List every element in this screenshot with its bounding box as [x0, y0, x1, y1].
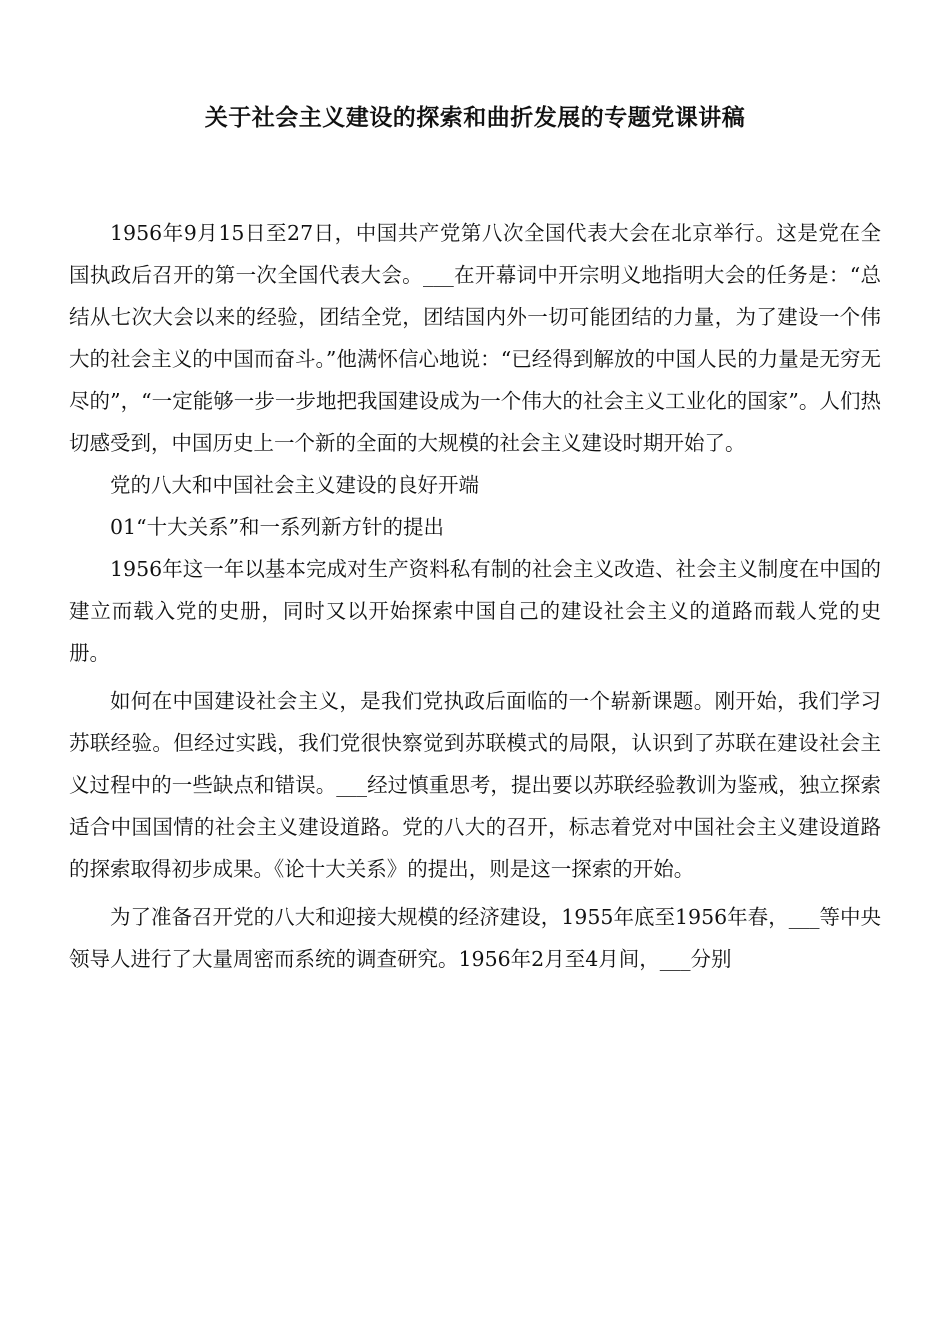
subsection-heading-ten-relations: 01“十大关系”和一系列新方针的提出 [110, 515, 445, 539]
paragraph-1956-history: 1956年这一年以基本完成对生产资料私有制的社会主义改造、社会主义制度在中国的建立而载入党的史册，同时又以开始探索中国自己的建设社会主义的道路而载人党的史册。 [69, 557, 881, 665]
document-title: 关于社会主义建设的探索和曲折发展的专题党课讲稿 [204, 105, 746, 131]
paragraph-congress-intro: 1956年9月15日至27日，中国共产党第八次全国代表大会在北京举行。这是党在全国执政后召开的第一次全国代表大会。___在开幕词中开宗明义地指明大会的任务是：“总结从七次大会以来的经验，团结全党，团结国内外一切可能团结的力量，为了建设一个伟大的社会主义的中国而奋斗。”他满怀信心地说：“已经得到解放的中国人民的力量是无穷无尽的”，“一定能够一步一步地把我国建设成为一个伟大的社会主义工业化的国家”。人们热切感受到，中国历史上一个新的全面的大规模的社会主义建设时期开始了。 [69, 221, 881, 455]
section-heading-good-start: 党的八大和中国社会主义建设的良好开端 [110, 473, 479, 497]
paragraph-investigation: 为了准备召开党的八大和迎接大规模的经济建设，1955年底至1956年春，___等中央领导人进行了大量周密而系统的调查研究。1956年2月至4月间，___分别 [69, 905, 881, 971]
paragraph-soviet-experience: 如何在中国建设社会主义，是我们党执政后面临的一个崭新课题。刚开始，我们学习苏联经验。但经过实践，我们党很快察觉到苏联模式的局限，认识到了苏联在建设社会主义过程中的一些缺点和错误。___经过慎重思考，提出要以苏联经验教训为鉴戒，独立探索适合中国国情的社会主义建设道路。党的八大的召开，标志着党对中国社会主义建设道路的探索取得初步成果。《论十大关系》的提出，则是这一探索的开始。 [69, 689, 881, 881]
